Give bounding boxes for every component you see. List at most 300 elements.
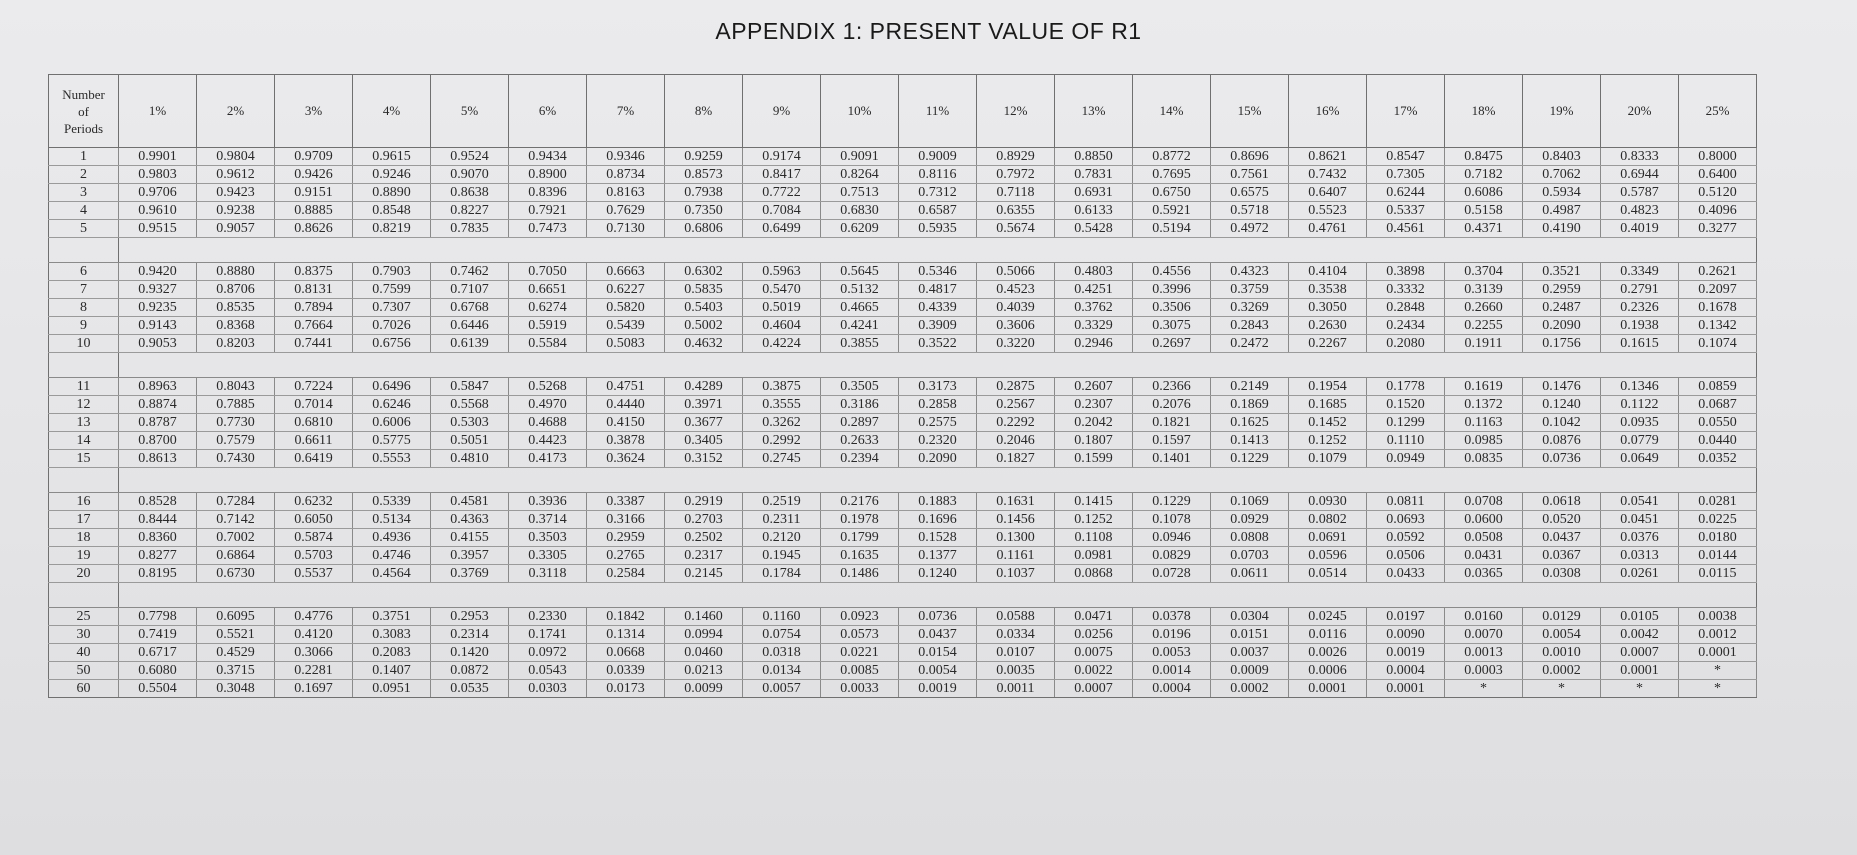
value-cell: 0.7938 <box>665 184 743 202</box>
value-cell: 0.8375 <box>275 263 353 281</box>
rate-header: 13% <box>1055 75 1133 148</box>
value-cell: 0.0006 <box>1289 662 1367 680</box>
value-cell: 0.8116 <box>899 166 977 184</box>
value-cell: 0.3066 <box>275 644 353 662</box>
value-cell: 0.0802 <box>1289 511 1367 529</box>
value-cell: 0.6302 <box>665 263 743 281</box>
value-cell: 0.4104 <box>1289 263 1367 281</box>
value-cell: 0.4523 <box>977 281 1055 299</box>
value-cell: 0.5019 <box>743 299 821 317</box>
value-cell: 0.6944 <box>1601 166 1679 184</box>
value-cell: 0.0180 <box>1679 529 1757 547</box>
table-row <box>49 493 1757 511</box>
value-cell: 0.0736 <box>899 608 977 626</box>
value-cell: 0.0003 <box>1445 662 1523 680</box>
value-cell: 0.6496 <box>353 378 431 396</box>
value-cell: 0.2076 <box>1133 396 1211 414</box>
value-cell: 0.2697 <box>1133 335 1211 353</box>
value-cell: 0.6407 <box>1289 184 1367 202</box>
rate-header: 15% <box>1211 75 1289 148</box>
spacer-cell <box>1211 583 1289 608</box>
value-cell: 0.8890 <box>353 184 431 202</box>
value-cell: 0.3329 <box>1055 317 1133 335</box>
value-cell: 0.3936 <box>509 493 587 511</box>
value-cell: 0.0431 <box>1445 547 1523 565</box>
value-cell: 0.0007 <box>1055 680 1133 698</box>
spacer-cell <box>1679 353 1757 378</box>
value-cell: 0.7312 <box>899 184 977 202</box>
value-cell: 0.0334 <box>977 626 1055 644</box>
value-cell: 0.6419 <box>275 450 353 468</box>
value-cell: 0.8277 <box>119 547 197 565</box>
spacer-cell <box>977 238 1055 263</box>
value-cell: 0.5874 <box>275 529 353 547</box>
value-cell: 0.1520 <box>1367 396 1445 414</box>
value-cell: 0.0026 <box>1289 644 1367 662</box>
period-cell: 8 <box>49 299 119 317</box>
value-cell: 0.2149 <box>1211 378 1289 396</box>
value-cell: 0.6232 <box>275 493 353 511</box>
value-cell: 0.1299 <box>1367 414 1445 432</box>
spacer-cell <box>665 468 743 493</box>
value-cell: 0.3762 <box>1055 299 1133 317</box>
value-cell: 0.0829 <box>1133 547 1211 565</box>
value-cell: 0.8475 <box>1445 148 1523 166</box>
value-cell: 0.4150 <box>587 414 665 432</box>
value-cell: 0.0471 <box>1055 608 1133 626</box>
value-cell: 0.5002 <box>665 317 743 335</box>
spacer-cell <box>1601 468 1679 493</box>
value-cell: 0.0160 <box>1445 608 1523 626</box>
value-cell: 0.2745 <box>743 450 821 468</box>
value-cell: 0.6400 <box>1679 166 1757 184</box>
value-cell: 0.0808 <box>1211 529 1289 547</box>
spacer-cell <box>743 468 821 493</box>
value-cell: 0.5674 <box>977 220 1055 238</box>
value-cell: 0.2314 <box>431 626 509 644</box>
spacer-cell <box>1367 353 1445 378</box>
value-cell: 0.6446 <box>431 317 509 335</box>
period-cell: 15 <box>49 450 119 468</box>
value-cell: 0.1420 <box>431 644 509 662</box>
value-cell: 0.1938 <box>1601 317 1679 335</box>
value-cell: 0.6355 <box>977 202 1055 220</box>
value-cell: 0.4251 <box>1055 281 1133 299</box>
value-cell: 0.0085 <box>821 662 899 680</box>
value-cell: 0.9070 <box>431 166 509 184</box>
value-cell: 0.8227 <box>431 202 509 220</box>
group-spacer <box>49 583 1757 608</box>
value-cell: 0.1619 <box>1445 378 1523 396</box>
spacer-cell <box>1445 583 1523 608</box>
value-cell: 0.7284 <box>197 493 275 511</box>
spacer-cell <box>197 468 275 493</box>
spacer-cell <box>431 238 509 263</box>
value-cell: 0.2080 <box>1367 335 1445 353</box>
rate-header: 16% <box>1289 75 1367 148</box>
value-cell: 0.5134 <box>353 511 431 529</box>
value-cell: 0.4529 <box>197 644 275 662</box>
value-cell: 0.1252 <box>1289 432 1367 450</box>
value-cell: 0.0090 <box>1367 626 1445 644</box>
value-cell: 0.6663 <box>587 263 665 281</box>
value-cell: 0.3083 <box>353 626 431 644</box>
period-cell: 50 <box>49 662 119 680</box>
value-cell: 0.9434 <box>509 148 587 166</box>
value-cell: 0.3505 <box>821 378 899 396</box>
value-cell: 0.8787 <box>119 414 197 432</box>
spacer-cell <box>743 238 821 263</box>
spacer-cell <box>1211 353 1289 378</box>
value-cell: 0.2897 <box>821 414 899 432</box>
value-cell: 0.0378 <box>1133 608 1211 626</box>
value-cell: 0.5439 <box>587 317 665 335</box>
table-row <box>49 644 1757 662</box>
value-cell: 0.5132 <box>821 281 899 299</box>
value-cell: 0.8195 <box>119 565 197 583</box>
value-cell: 0.8368 <box>197 317 275 335</box>
value-cell: 0.8163 <box>587 184 665 202</box>
value-cell: 0.2472 <box>1211 335 1289 353</box>
value-cell: 0.0592 <box>1367 529 1445 547</box>
spacer-cell <box>1133 583 1211 608</box>
value-cell: 0.1778 <box>1367 378 1445 396</box>
spacer-cell <box>587 468 665 493</box>
rate-header: 14% <box>1133 75 1211 148</box>
value-cell: 0.3522 <box>899 335 977 353</box>
value-cell: 0.7305 <box>1367 166 1445 184</box>
value-cell: 0.4987 <box>1523 202 1601 220</box>
value-cell: 0.2083 <box>353 644 431 662</box>
value-cell: 0.6244 <box>1367 184 1445 202</box>
value-cell: 0.4241 <box>821 317 899 335</box>
value-cell: 0.8000 <box>1679 148 1757 166</box>
value-cell: 0.1240 <box>899 565 977 583</box>
value-cell: 0.7894 <box>275 299 353 317</box>
value-cell: 0.2875 <box>977 378 1055 396</box>
value-cell: 0.0573 <box>821 626 899 644</box>
value-cell: 0.0151 <box>1211 626 1289 644</box>
header-row <box>49 75 1757 148</box>
value-cell: 0.7441 <box>275 335 353 353</box>
value-cell: 0.0339 <box>587 662 665 680</box>
value-cell: 0.9143 <box>119 317 197 335</box>
value-cell: 0.6750 <box>1133 184 1211 202</box>
value-cell: 0.4019 <box>1601 220 1679 238</box>
value-cell: 0.2791 <box>1601 281 1679 299</box>
value-cell: 0.7014 <box>275 396 353 414</box>
value-cell: 0.0520 <box>1523 511 1601 529</box>
value-cell: 0.3152 <box>665 450 743 468</box>
value-cell: 0.2919 <box>665 493 743 511</box>
spacer-cell <box>899 353 977 378</box>
value-cell: 0.0105 <box>1601 608 1679 626</box>
value-cell: 0.0042 <box>1601 626 1679 644</box>
spacer-cell <box>821 353 899 378</box>
value-cell: 0.4440 <box>587 396 665 414</box>
spacer-cell <box>431 353 509 378</box>
period-cell: 11 <box>49 378 119 396</box>
value-cell: 0.8626 <box>275 220 353 238</box>
value-cell: 0.7629 <box>587 202 665 220</box>
value-cell: 0.0022 <box>1055 662 1133 680</box>
value-cell: 0.7798 <box>119 608 197 626</box>
value-cell: 0.1042 <box>1523 414 1601 432</box>
value-cell: 0.8131 <box>275 281 353 299</box>
value-cell: * <box>1601 680 1679 698</box>
value-cell: 0.6587 <box>899 202 977 220</box>
value-cell: 0.5470 <box>743 281 821 299</box>
period-cell: 17 <box>49 511 119 529</box>
value-cell: 0.4761 <box>1289 220 1367 238</box>
value-cell: 0.5521 <box>197 626 275 644</box>
spacer-cell <box>1679 468 1757 493</box>
value-cell: 0.2992 <box>743 432 821 450</box>
spacer-cell <box>587 353 665 378</box>
spacer-cell <box>49 468 119 493</box>
value-cell: 0.7561 <box>1211 166 1289 184</box>
value-cell: 0.7885 <box>197 396 275 414</box>
value-cell: 0.5775 <box>353 432 431 450</box>
value-cell: 0.0116 <box>1289 626 1367 644</box>
value-cell: 0.5847 <box>431 378 509 396</box>
value-cell: 0.0221 <box>821 644 899 662</box>
rate-header: 10% <box>821 75 899 148</box>
value-cell: 0.1342 <box>1679 317 1757 335</box>
value-cell: 0.8613 <box>119 450 197 468</box>
value-cell: 0.0994 <box>665 626 743 644</box>
value-cell: 0.0872 <box>431 662 509 680</box>
present-value-table <box>48 74 1757 698</box>
value-cell: 0.1945 <box>743 547 821 565</box>
value-cell: 0.5523 <box>1289 202 1367 220</box>
value-cell: 0.0859 <box>1679 378 1757 396</box>
value-cell: 0.0281 <box>1679 493 1757 511</box>
value-cell: 0.3349 <box>1601 263 1679 281</box>
value-cell: 0.1528 <box>899 529 977 547</box>
value-cell: 0.2848 <box>1367 299 1445 317</box>
value-cell: 0.2311 <box>743 511 821 529</box>
table-row <box>49 396 1757 414</box>
rate-header: 7% <box>587 75 665 148</box>
spacer-cell <box>1523 583 1601 608</box>
spacer-cell <box>1289 583 1367 608</box>
value-cell: 0.1476 <box>1523 378 1601 396</box>
spacer-cell <box>353 353 431 378</box>
value-cell: 0.0256 <box>1055 626 1133 644</box>
value-cell: 0.7062 <box>1523 166 1601 184</box>
value-cell: 0.7831 <box>1055 166 1133 184</box>
value-cell: 0.8706 <box>197 281 275 299</box>
value-cell: 0.0972 <box>509 644 587 662</box>
value-cell: 0.0004 <box>1133 680 1211 698</box>
value-cell: 0.8772 <box>1133 148 1211 166</box>
value-cell: 0.2858 <box>899 396 977 414</box>
spacer-cell <box>1679 583 1757 608</box>
value-cell: 0.8885 <box>275 202 353 220</box>
value-cell: 0.0668 <box>587 644 665 662</box>
value-cell: 0.4289 <box>665 378 743 396</box>
value-cell: 0.5835 <box>665 281 743 299</box>
rate-header: 3% <box>275 75 353 148</box>
value-cell: 0.4120 <box>275 626 353 644</box>
spacer-cell <box>197 583 275 608</box>
value-cell: 0.4096 <box>1679 202 1757 220</box>
spacer-cell <box>1133 353 1211 378</box>
value-cell: 0.6806 <box>665 220 743 238</box>
value-cell: 0.0433 <box>1367 565 1445 583</box>
value-cell: 0.0035 <box>977 662 1055 680</box>
value-cell: 0.0946 <box>1133 529 1211 547</box>
period-cell: 18 <box>49 529 119 547</box>
spacer-cell <box>1679 238 1757 263</box>
value-cell: 0.9706 <box>119 184 197 202</box>
value-cell: 0.9524 <box>431 148 509 166</box>
value-cell: 0.3606 <box>977 317 1055 335</box>
value-cell: 0.0691 <box>1289 529 1367 547</box>
spacer-cell <box>899 238 977 263</box>
value-cell: 0.3538 <box>1289 281 1367 299</box>
value-cell: 0.0001 <box>1679 644 1757 662</box>
table-row <box>49 680 1757 698</box>
value-cell: 0.2176 <box>821 493 899 511</box>
spacer-cell <box>1523 238 1601 263</box>
rate-header: 18% <box>1445 75 1523 148</box>
periods-header <box>49 75 119 148</box>
period-cell: 60 <box>49 680 119 698</box>
value-cell: 0.9901 <box>119 148 197 166</box>
table-row <box>49 608 1757 626</box>
value-cell: 0.2959 <box>587 529 665 547</box>
spacer-cell <box>1055 468 1133 493</box>
value-cell: 0.1069 <box>1211 493 1289 511</box>
value-cell: * <box>1679 662 1757 680</box>
value-cell: 0.7664 <box>275 317 353 335</box>
value-cell: 0.0037 <box>1211 644 1289 662</box>
spacer-cell <box>1211 468 1289 493</box>
value-cell: 0.5934 <box>1523 184 1601 202</box>
value-cell: 0.2703 <box>665 511 743 529</box>
value-cell: 0.4173 <box>509 450 587 468</box>
value-cell: 0.1456 <box>977 511 1055 529</box>
rate-header: 25% <box>1679 75 1757 148</box>
value-cell: 0.3332 <box>1367 281 1445 299</box>
value-cell: 0.1110 <box>1367 432 1445 450</box>
value-cell: 0.9091 <box>821 148 899 166</box>
value-cell: 0.4039 <box>977 299 1055 317</box>
value-cell: 0.2584 <box>587 565 665 583</box>
value-cell: 0.0596 <box>1289 547 1367 565</box>
value-cell: 0.3898 <box>1367 263 1445 281</box>
period-cell: 4 <box>49 202 119 220</box>
value-cell: 0.1252 <box>1055 511 1133 529</box>
spacer-cell <box>1367 238 1445 263</box>
period-cell: 14 <box>49 432 119 450</box>
value-cell: 0.4665 <box>821 299 899 317</box>
value-cell: 0.1631 <box>977 493 1055 511</box>
value-cell: 0.8203 <box>197 335 275 353</box>
period-cell: 7 <box>49 281 119 299</box>
value-cell: 0.3387 <box>587 493 665 511</box>
period-cell: 20 <box>49 565 119 583</box>
value-cell: 0.3118 <box>509 565 587 583</box>
value-cell: 0.2519 <box>743 493 821 511</box>
value-cell: 0.4810 <box>431 450 509 468</box>
value-cell: 0.2097 <box>1679 281 1757 299</box>
value-cell: 0.1599 <box>1055 450 1133 468</box>
value-cell: 0.0318 <box>743 644 821 662</box>
value-cell: 0.4970 <box>509 396 587 414</box>
value-cell: 0.0001 <box>1289 680 1367 698</box>
value-cell: 0.5158 <box>1445 202 1523 220</box>
value-cell: 0.3555 <box>743 396 821 414</box>
value-cell: 0.2145 <box>665 565 743 583</box>
value-cell: 0.7430 <box>197 450 275 468</box>
value-cell: 0.7695 <box>1133 166 1211 184</box>
value-cell: 0.3624 <box>587 450 665 468</box>
spacer-cell <box>1523 468 1601 493</box>
value-cell: 0.1078 <box>1133 511 1211 529</box>
value-cell: 0.8638 <box>431 184 509 202</box>
value-cell: 0.7419 <box>119 626 197 644</box>
value-cell: 0.2394 <box>821 450 899 468</box>
spacer-cell <box>665 238 743 263</box>
value-cell: 0.7118 <box>977 184 1055 202</box>
value-cell: 0.3521 <box>1523 263 1601 281</box>
value-cell: 0.0115 <box>1679 565 1757 583</box>
rate-header: 4% <box>353 75 431 148</box>
value-cell: 0.5051 <box>431 432 509 450</box>
value-cell: 0.8535 <box>197 299 275 317</box>
value-cell: 0.7972 <box>977 166 1055 184</box>
spacer-cell <box>1055 353 1133 378</box>
value-cell: 0.4823 <box>1601 202 1679 220</box>
value-cell: 0.5083 <box>587 335 665 353</box>
value-cell: 0.9803 <box>119 166 197 184</box>
value-cell: 0.2843 <box>1211 317 1289 335</box>
value-cell: 0.7002 <box>197 529 275 547</box>
period-cell: 40 <box>49 644 119 662</box>
value-cell: 0.8264 <box>821 166 899 184</box>
value-cell: 0.7462 <box>431 263 509 281</box>
value-cell: 0.8874 <box>119 396 197 414</box>
value-cell: 0.2630 <box>1289 317 1367 335</box>
value-cell: 0.1635 <box>821 547 899 565</box>
value-cell: 0.4803 <box>1055 263 1133 281</box>
value-cell: 0.4632 <box>665 335 743 353</box>
value-cell: 0.9612 <box>197 166 275 184</box>
value-cell: 0.0708 <box>1445 493 1523 511</box>
value-cell: 0.5268 <box>509 378 587 396</box>
period-cell: 13 <box>49 414 119 432</box>
value-cell: 0.2660 <box>1445 299 1523 317</box>
value-cell: 0.4190 <box>1523 220 1601 238</box>
value-cell: 0.0002 <box>1211 680 1289 698</box>
value-cell: 0.5718 <box>1211 202 1289 220</box>
spacer-cell <box>1601 583 1679 608</box>
value-cell: 0.1486 <box>821 565 899 583</box>
rate-header: 2% <box>197 75 275 148</box>
spacer-cell <box>587 583 665 608</box>
value-cell: 0.9346 <box>587 148 665 166</box>
period-cell: 9 <box>49 317 119 335</box>
spacer-cell <box>1601 238 1679 263</box>
value-cell: 0.0009 <box>1211 662 1289 680</box>
spacer-cell <box>1289 468 1367 493</box>
value-cell: 0.0951 <box>353 680 431 698</box>
value-cell: 0.0245 <box>1289 608 1367 626</box>
value-cell: 0.1415 <box>1055 493 1133 511</box>
